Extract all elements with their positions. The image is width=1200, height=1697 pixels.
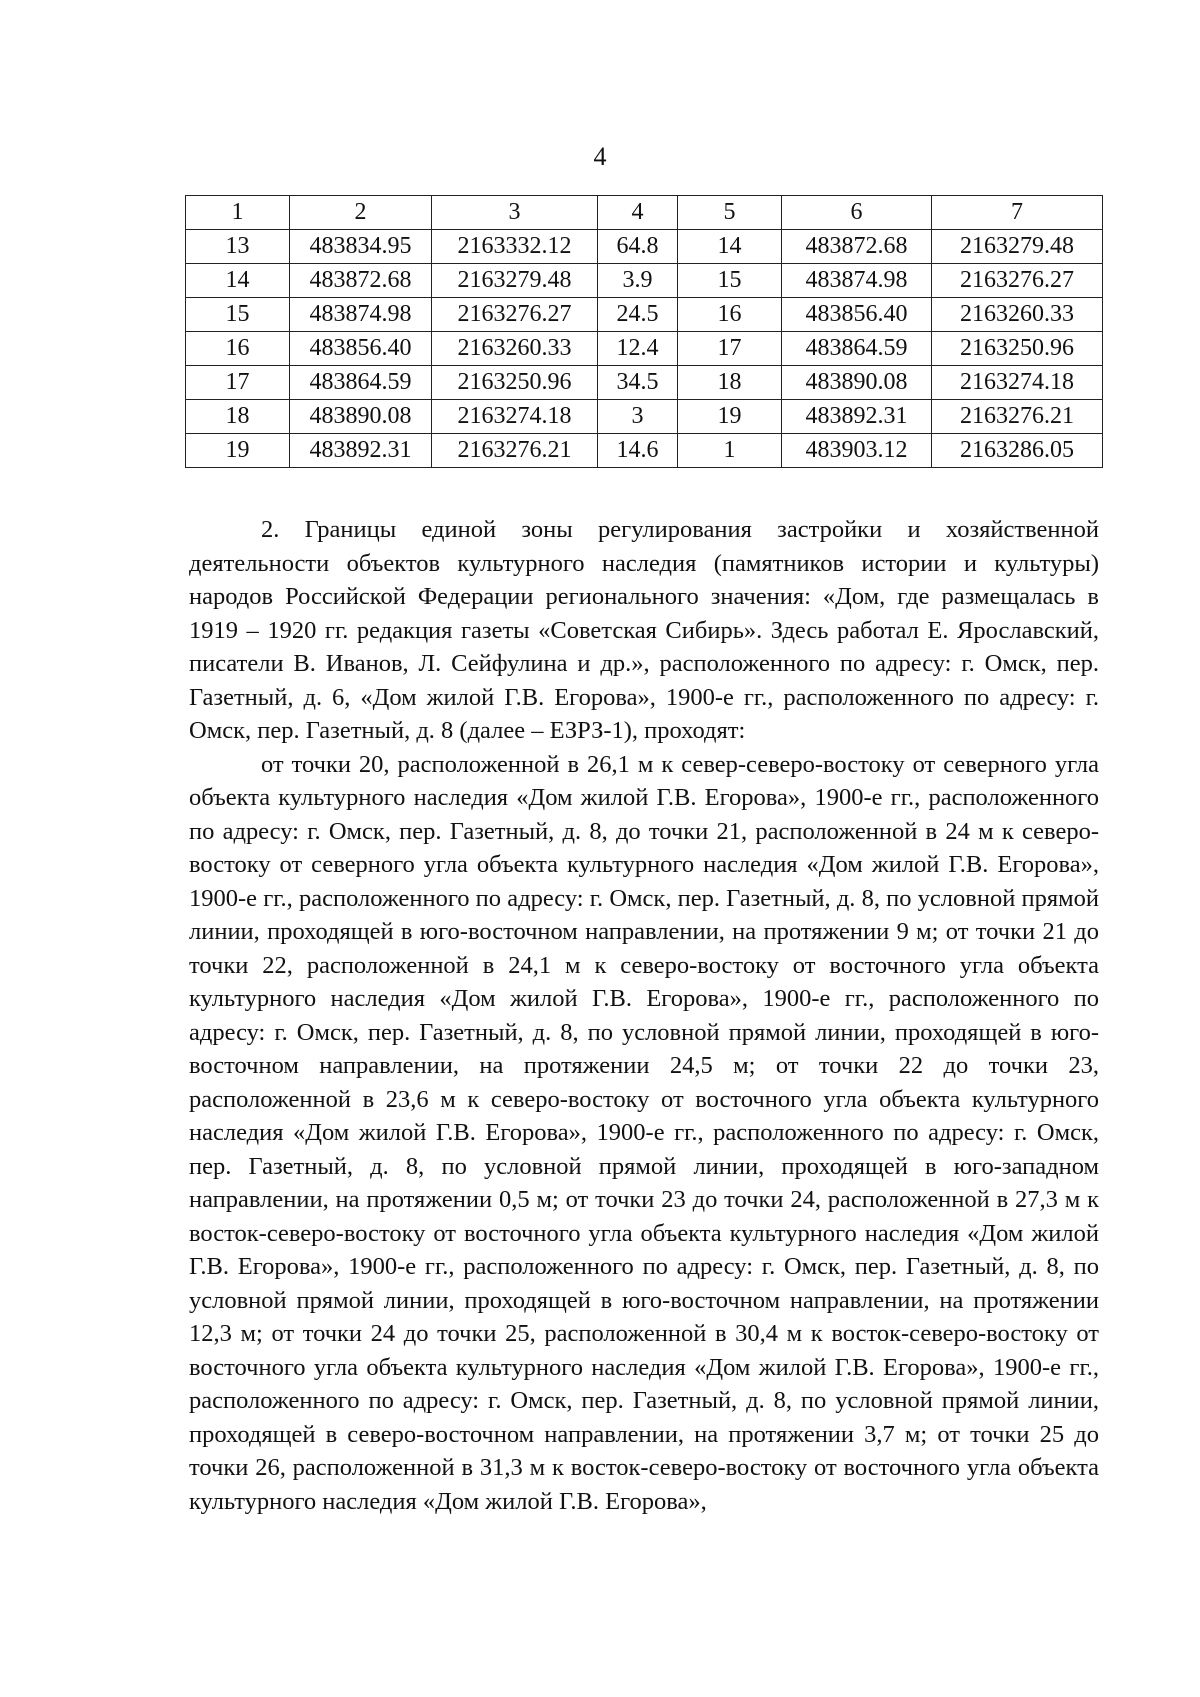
table-cell: 483856.40	[290, 332, 432, 366]
table-cell: 12.4	[598, 332, 678, 366]
table-cell: 483892.31	[782, 400, 932, 434]
table-row	[186, 230, 1103, 264]
table-cell: 2163279.48	[932, 230, 1103, 264]
table-cell: 3.9	[598, 264, 678, 298]
table-cell: 2163260.33	[432, 332, 598, 366]
table-cell: 64.8	[598, 230, 678, 264]
table-cell: 15	[678, 264, 782, 298]
table-cell: 483890.08	[782, 366, 932, 400]
table-cell: 19	[186, 434, 290, 468]
table-cell: 483864.59	[782, 332, 932, 366]
table-row	[186, 298, 1103, 332]
table-cell: 2163286.05	[932, 434, 1103, 468]
table-cell: 34.5	[598, 366, 678, 400]
table-cell: 17	[186, 366, 290, 400]
table-cell: 14	[186, 264, 290, 298]
document-body	[189, 513, 1099, 1518]
table-cell: 19	[678, 400, 782, 434]
column-header: 1	[186, 196, 290, 230]
table-cell: 2163274.18	[432, 400, 598, 434]
table-cell: 13	[186, 230, 290, 264]
column-header: 3	[432, 196, 598, 230]
paragraph: 2. Границы единой зоны регулирования застройки и хозяйственной деятельности объектов культурного наследия (памятников истории и культуры) народов Российской Федерации регионального значения: «Дом, где размещалась в 1919 – 1920 гг. редакция газеты «Советская Сибирь». Здесь работал Е. Ярославский, писатели В. Иванов, Л. Сейфулина и др.», расположенного по адресу: г. Омск, пер. Газетный, д. 6, «Дом жилой Г.В. Егорова», 1900-е гг., расположенного по адресу: г. Омск, пер. Газетный, д. 8 (далее – ЕЗРЗ-1), проходят:	[189, 516, 1099, 744]
table-cell: 2163276.27	[432, 298, 598, 332]
coordinates-table	[185, 195, 1103, 468]
table-cell: 14.6	[598, 434, 678, 468]
table-cell: 483903.12	[782, 434, 932, 468]
table-cell: 18	[678, 366, 782, 400]
column-header: 5	[678, 196, 782, 230]
table-header-row	[186, 196, 1103, 230]
column-header: 7	[932, 196, 1103, 230]
table-cell: 3	[598, 400, 678, 434]
table-cell: 14	[678, 230, 782, 264]
table-row	[186, 264, 1103, 298]
table-cell: 2163250.96	[932, 332, 1103, 366]
table-cell: 2163274.18	[932, 366, 1103, 400]
table-cell: 483834.95	[290, 230, 432, 264]
table-cell: 2163279.48	[432, 264, 598, 298]
paragraph: от точки 20, расположенной в 26,1 м к север-северо-востоку от северного угла объекта культурного наследия «Дом жилой Г.В. Егорова», 1900-е гг., расположенного по адресу: г. Омск, пер. Газетный, д. 8, до точки 21, расположенной в 24 м к северо-востоку от северного угла объекта культурного наследия «Дом жилой Г.В. Егорова», 1900-е гг., расположенного по адресу: г. Омск, пер. Газетный, д. 8, по условной прямой линии, проходящей в юго-восточном направлении, на протяжении 9 м; от точки 21 до точки 22, расположенной в 24,1 м к северо-востоку от восточного угла объекта культурного наследия «Дом жилой Г.В. Егорова», 1900-е гг., расположенного по адресу: г. Омск, пер. Газетный, д. 8, по условной прямой линии, проходящей в юго-восточном направлении, на протяжении 24,5 м; от точки 22 до точки 23, расположенной в 23,6 м к северо-востоку от восточного угла объекта культурного наследия «Дом жилой Г.В. Егорова», 1900-е гг., расположенного по адресу: г. Омск, пер. Газетный, д. 8, по условной прямой линии, проходящей в юго-западном направлении, на протяжении 0,5 м; от точки 23 до точки 24, расположенной в 27,3 м к восток-северо-востоку от восточного угла объекта культурного наследия «Дом жилой Г.В. Егорова», 1900-е гг., расположенного по адресу: г. Омск, пер. Газетный, д. 8, по условной прямой линии, проходящей в юго-восточном направлении, на протяжении 12,3 м; от точки 24 до точки 25, расположенной в 30,4 м к восток-северо-востоку от восточного угла объекта культурного наследия «Дом жилой Г.В. Егорова», 1900-е гг., расположенного по адресу: г. Омск, пер. Газетный, д. 8, по условной прямой линии, проходящей в северо-восточном направлении, на протяжении 3,7 м; от точки 25 до точки 26, расположенной в 31,3 м к восток-северо-востоку от восточного угла объекта культурного наследия «Дом жилой Г.В. Егорова»,	[189, 750, 1099, 1515]
table-row	[186, 434, 1103, 468]
table-row	[186, 400, 1103, 434]
table-cell: 15	[186, 298, 290, 332]
column-header: 6	[782, 196, 932, 230]
page-number: 4	[593, 142, 607, 171]
table-cell: 483872.68	[782, 230, 932, 264]
table-cell: 16	[678, 298, 782, 332]
table-cell: 483864.59	[290, 366, 432, 400]
table-cell: 16	[186, 332, 290, 366]
table-cell: 18	[186, 400, 290, 434]
table-cell: 2163276.27	[932, 264, 1103, 298]
table-cell: 483874.98	[290, 298, 432, 332]
table-cell: 483892.31	[290, 434, 432, 468]
table-cell: 24.5	[598, 298, 678, 332]
table-cell: 1	[678, 434, 782, 468]
table-cell: 2163250.96	[432, 366, 598, 400]
table-row	[186, 332, 1103, 366]
table-cell: 483890.08	[290, 400, 432, 434]
table-cell: 2163332.12	[432, 230, 598, 264]
table-cell: 483874.98	[782, 264, 932, 298]
table-row	[186, 366, 1103, 400]
column-header: 2	[290, 196, 432, 230]
table-cell: 17	[678, 332, 782, 366]
table-cell: 2163260.33	[932, 298, 1103, 332]
table-cell: 483856.40	[782, 298, 932, 332]
table-cell: 2163276.21	[432, 434, 598, 468]
table-cell: 2163276.21	[932, 400, 1103, 434]
table-cell: 483872.68	[290, 264, 432, 298]
column-header: 4	[598, 196, 678, 230]
